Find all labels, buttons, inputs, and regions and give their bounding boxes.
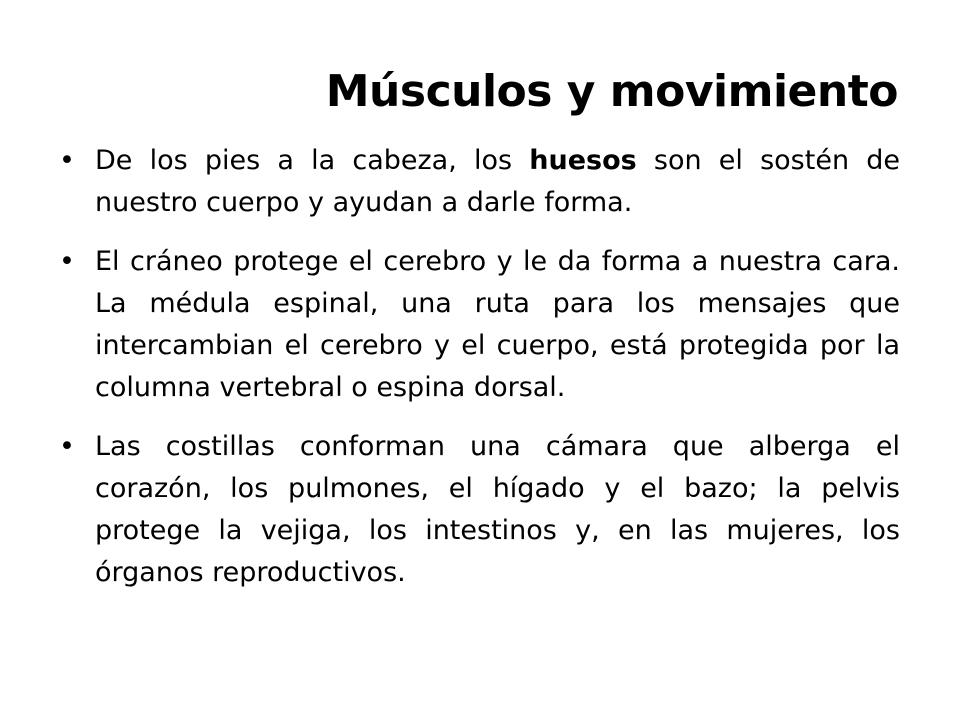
bullet-2-text: El cráneo protege el cerebro y le da forma a nuestra cara. La médula espinal, una ruta para los mensajes que intercambian el cerebro y el cuerpo, está protegida por la columna vertebral o espina dorsal. (95, 246, 900, 403)
bullet-icon: • (59, 145, 75, 176)
bullet-1-text-start: De los pies a la cabeza, los (95, 145, 530, 176)
bullet-1-bold-word: huesos (529, 145, 637, 176)
bullet-3-text: Las costillas conforman una cámara que alberga el corazón, los pulmones, el hígado y el bazo; la pelvis protege la vejiga, los intestinos y, en las mujeres, los órganos reproductivos. (95, 431, 900, 588)
slide-title: Músculos y movimiento (325, 66, 898, 117)
bullet-item-3 (55, 426, 900, 594)
bullet-item-1 (55, 140, 900, 224)
bullet-icon: • (59, 246, 75, 277)
bullet-list (55, 140, 900, 611)
bullet-1-text-end: son el sostén de nuestro cuerpo y ayudan a darle forma. (95, 145, 900, 218)
bullet-item-2 (55, 241, 900, 409)
bullet-icon: • (59, 431, 75, 462)
